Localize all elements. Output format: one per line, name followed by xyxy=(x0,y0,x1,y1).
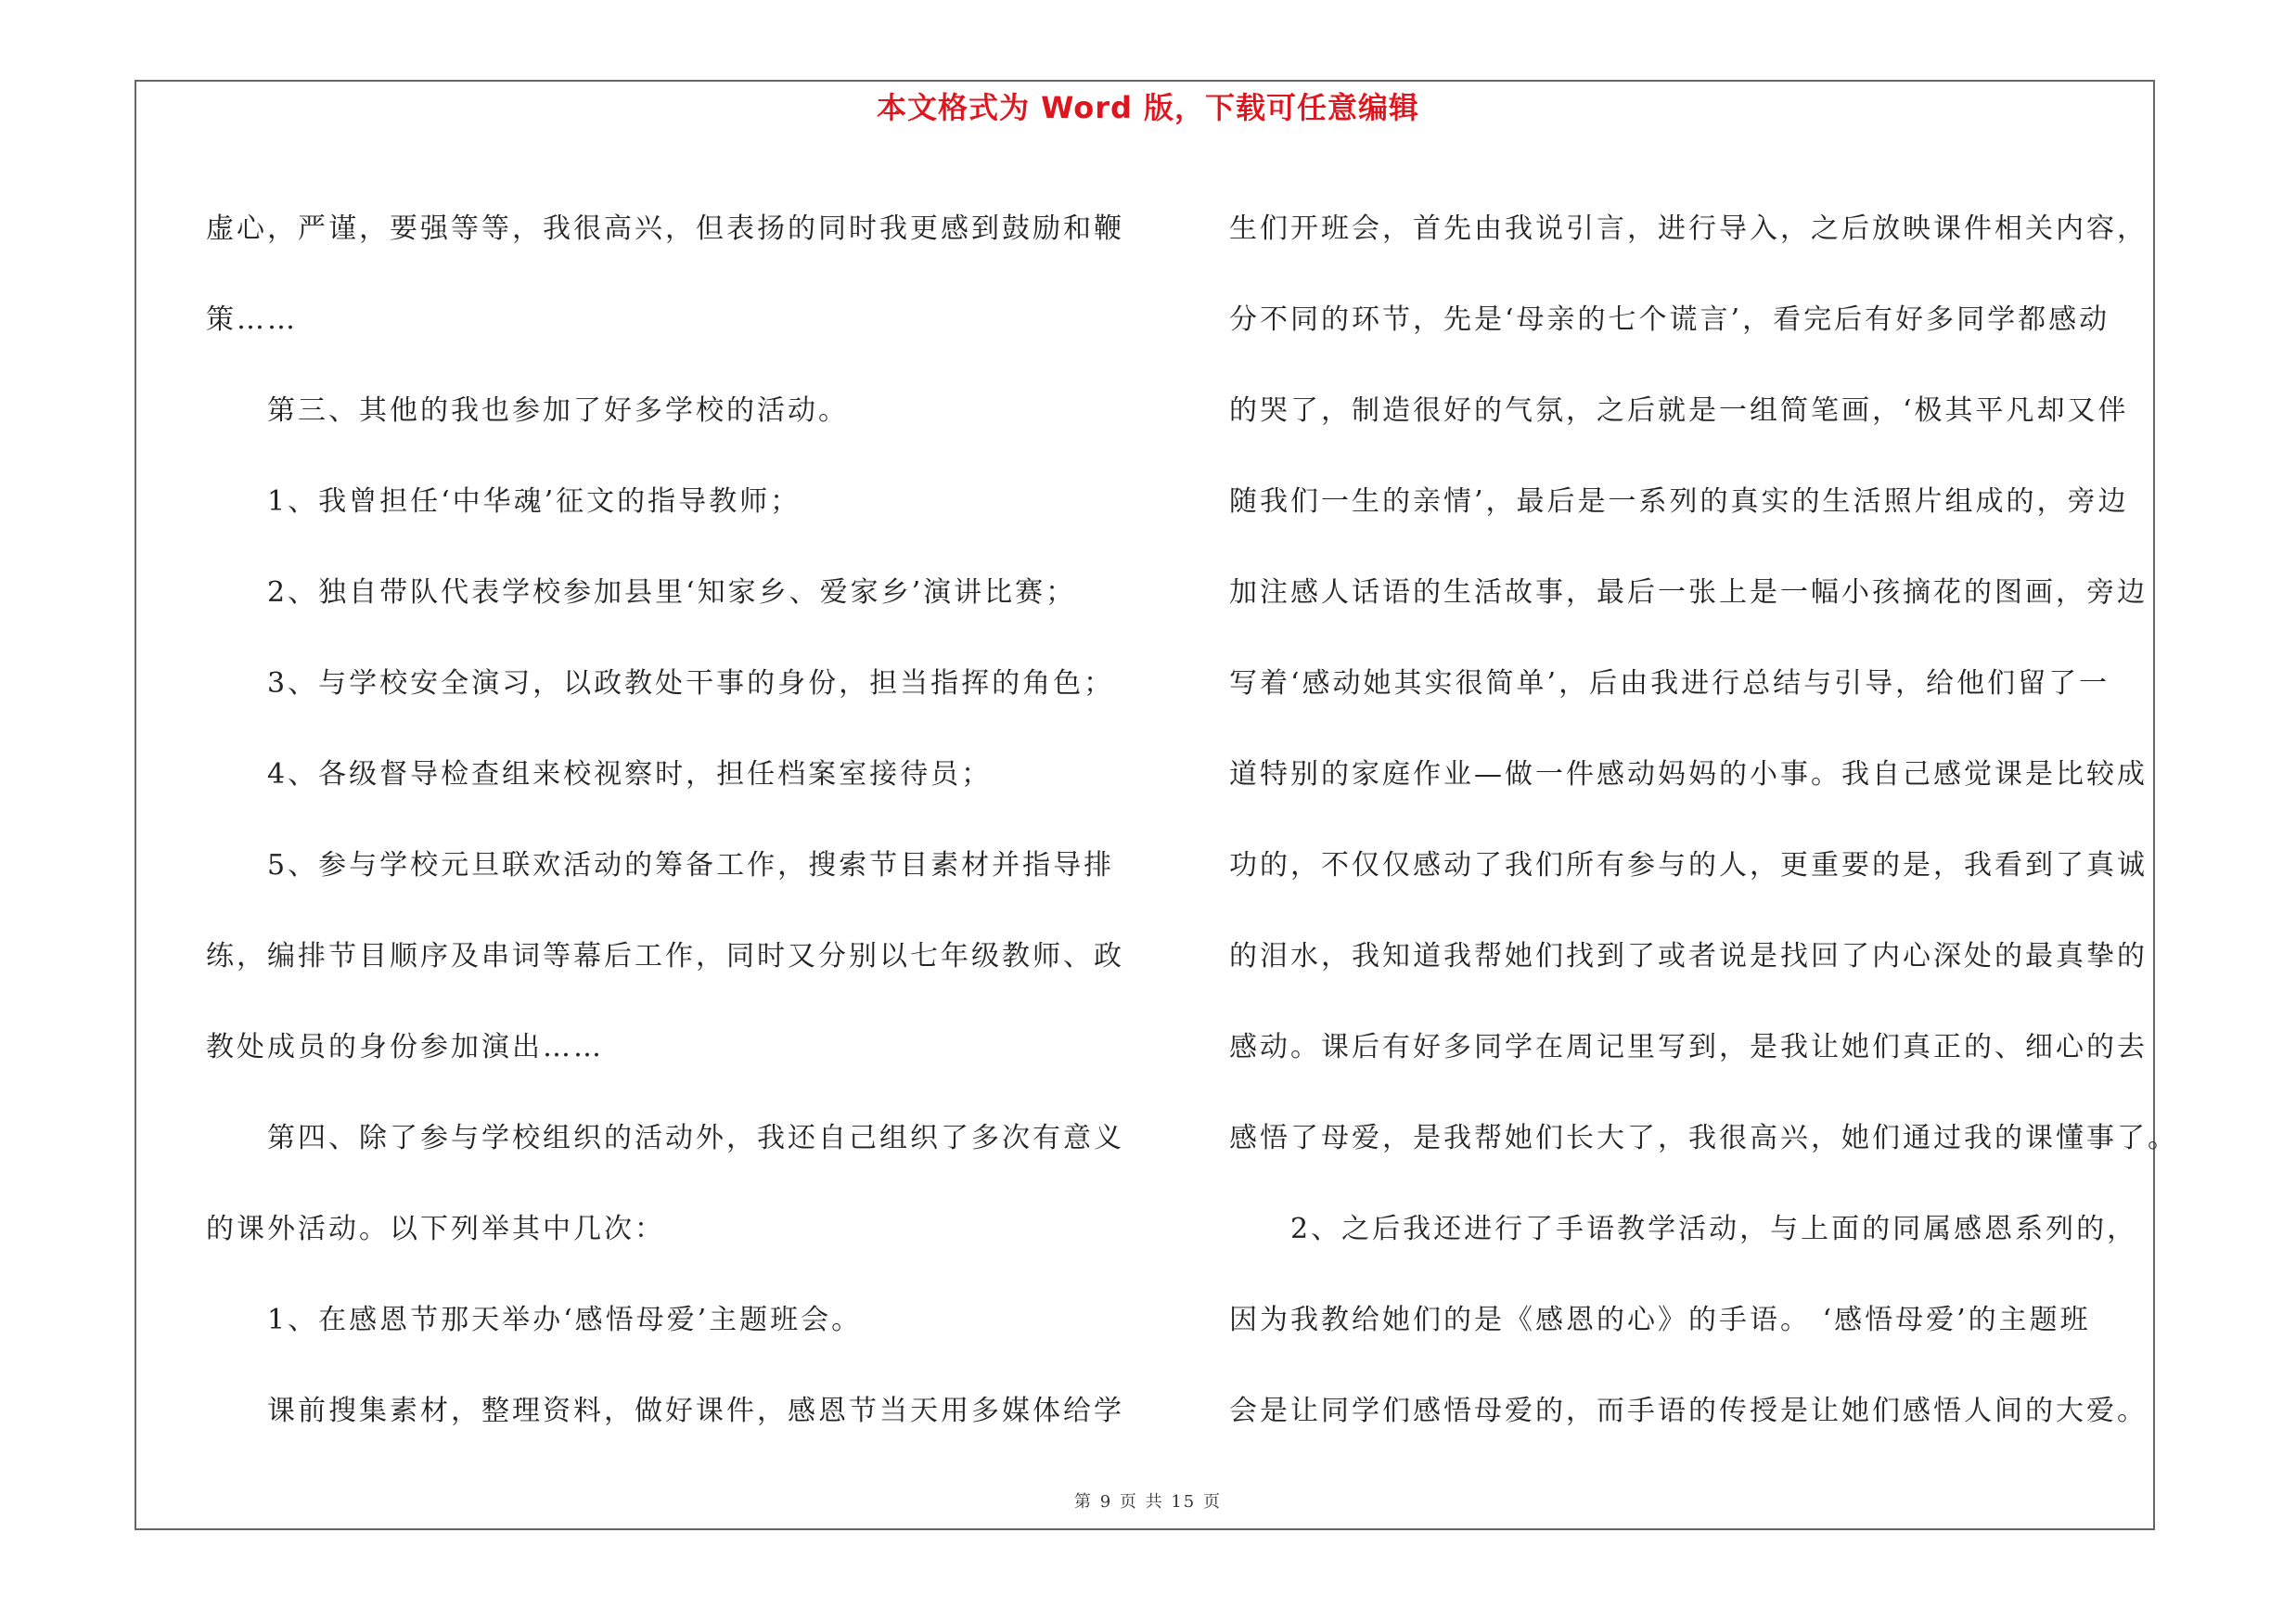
text-line: 虚心，严谨，要强等等，我很高兴，但表扬的同时我更感到鼓励和鞭 xyxy=(206,213,1124,245)
text-line: 策…… xyxy=(206,303,298,336)
text-line: 课前搜集素材，整理资料，做好课件，感恩节当天用多媒体给学 xyxy=(267,1395,1124,1427)
text-line: 加注感人话语的生活故事，最后一张上是一幅小孩摘花的图画，旁边 xyxy=(1229,576,2148,609)
text-line: 练，编排节目顺序及串词等幕后工作，同时又分别以七年级教师、政 xyxy=(206,940,1124,973)
text-line: 的泪水，我知道我帮她们找到了或者说是找回了内心深处的最真挚的 xyxy=(1229,940,2148,973)
text-line: 生们开班会，首先由我说引言，进行导入，之后放映课件相关内容， xyxy=(1229,213,2148,245)
text-line: 2、之后我还进行了手语教学活动，与上面的同属感恩系列的， xyxy=(1290,1213,2138,1245)
text-line: 分不同的环节，先是‘母亲的七个谎言’，看完后有好多同学都感动 xyxy=(1229,303,2110,336)
text-line: 感动。课后有好多同学在周记里写到，是我让她们真正的、细心的去 xyxy=(1229,1031,2148,1063)
text-line: 4、各级督导检查组来校视察时，担任档案室接待员； xyxy=(267,758,993,791)
text-line: 的哭了，制造很好的气氛，之后就是一组简笔画，‘极其平凡却又伴 xyxy=(1229,394,2129,427)
document-header-notice: 本文格式为 Word 版，下载可任意编辑 xyxy=(876,90,1420,125)
text-line: 教处成员的身份参加演出…… xyxy=(206,1031,604,1063)
text-line: 1、在感恩节那天举办‘感悟母爱’主题班会。 xyxy=(267,1304,863,1336)
text-line: 会是让同学们感悟母爱的，而手语的传授是让她们感悟人间的大爱。 xyxy=(1229,1395,2148,1427)
text-line: 道特别的家庭作业—做一件感动妈妈的小事。我自己感觉课是比较成 xyxy=(1229,758,2148,791)
text-line: 因为我教给她们的是《感恩的心》的手语。 ‘感悟母爱’的主题班 xyxy=(1229,1304,2091,1336)
text-line: 第四、除了参与学校组织的活动外，我还自己组织了多次有意义 xyxy=(267,1122,1124,1154)
text-line: 功的，不仅仅感动了我们所有参与的人，更重要的是，我看到了真诚 xyxy=(1229,849,2148,882)
text-line: 1、我曾担任‘中华魂’征文的指导教师； xyxy=(267,485,802,518)
text-line: 第三、其他的我也参加了好多学校的活动。 xyxy=(267,394,849,427)
text-line: 感悟了母爱，是我帮她们长大了，我很高兴，她们通过我的课懂事了。 xyxy=(1229,1122,2178,1154)
text-line: 的课外活动。以下列举其中几次： xyxy=(206,1213,665,1245)
text-line: 5、参与学校元旦联欢活动的筹备工作，搜索节目素材并指导排 xyxy=(267,849,1115,882)
page-number-footer: 第 9 页 共 15 页 xyxy=(1074,1492,1222,1512)
text-line: 随我们一生的亲情’，最后是一系列的真实的生活照片组成的，旁边 xyxy=(1229,485,2129,518)
right-text-column xyxy=(1229,184,2178,1457)
text-line: 3、与学校安全演习，以政教处干事的身份，担当指挥的角色； xyxy=(267,667,1115,700)
text-line: 2、独自带队代表学校参加县里‘知家乡、爱家乡’演讲比赛； xyxy=(267,576,1077,609)
text-line: 写着‘感动她其实很简单’，后由我进行总结与引导，给他们留了一 xyxy=(1229,667,2110,700)
left-text-column xyxy=(206,184,1134,1457)
